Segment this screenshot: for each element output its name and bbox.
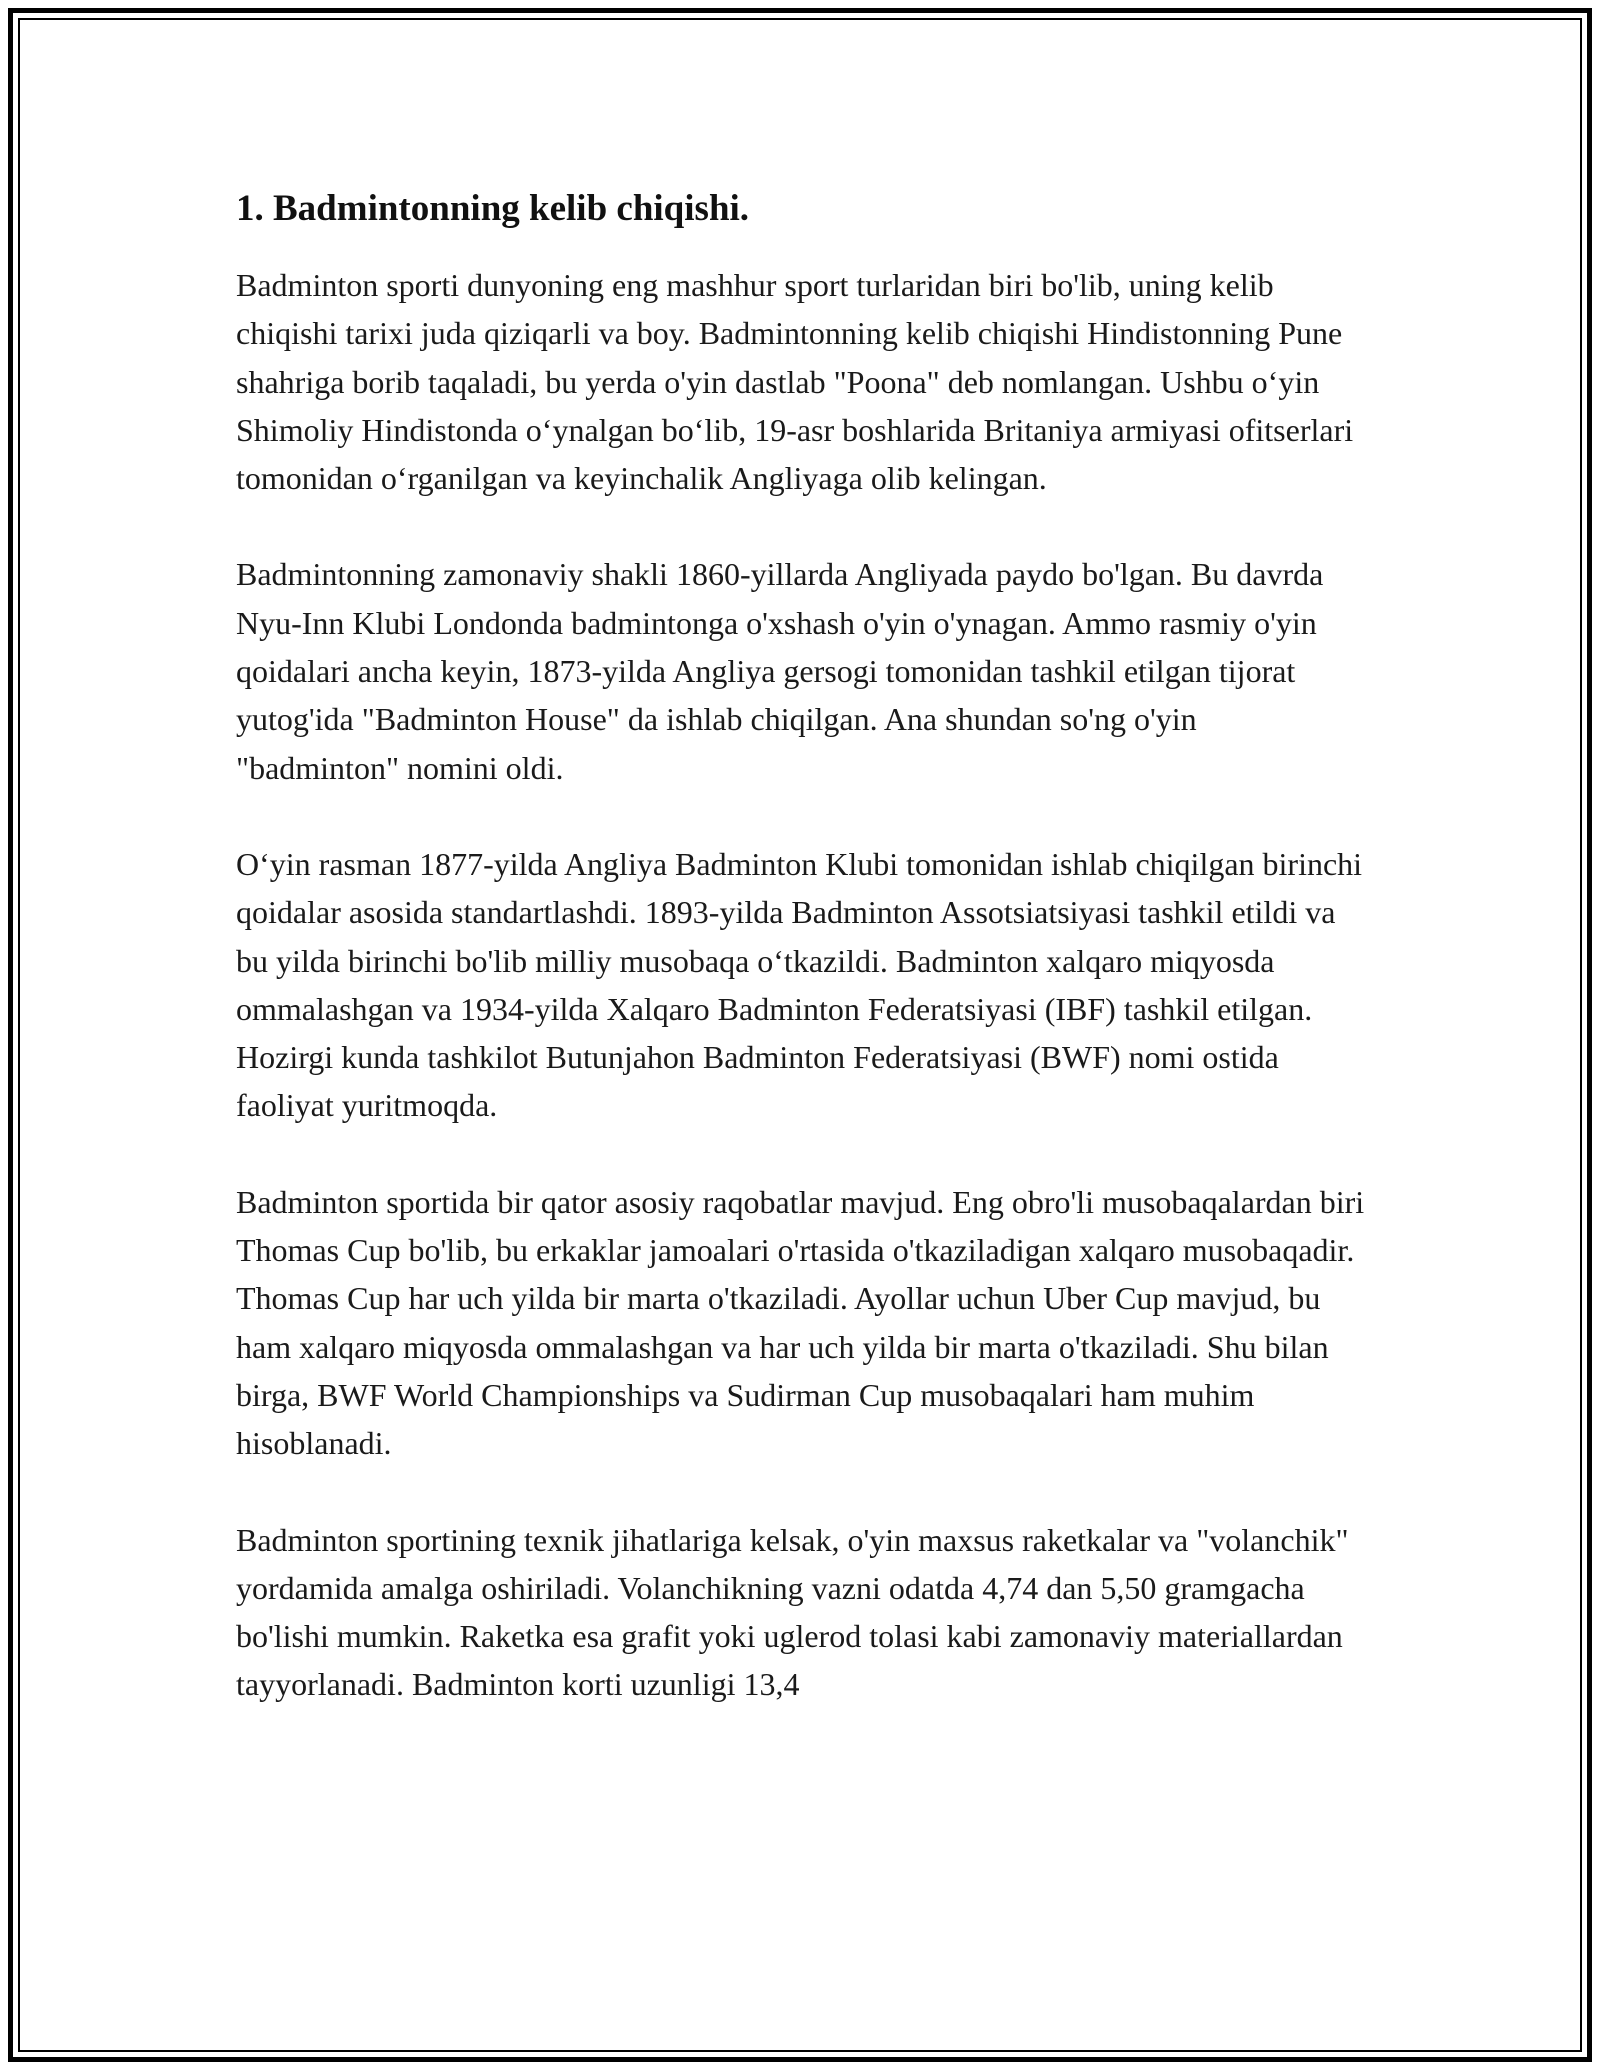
paragraph-standardization: O‘yin rasman 1877-yilda Angliya Badminton Klubi tomonidan ishlab chiqilgan birinchi qoidalar asosida standartlashdi. 1893-yilda Badminton Assotsiatsiyasi tashkil etildi va bu yilda birinchi bo'lib milliy musobaqa o‘tkazildi. Badminton xalqaro miqyosda ommalashgan va 1934-yilda Xalqaro Badminton Federatsiyasi (IBF) tashkil etilgan. Hozirgi kunda tashkilot Butunjahon Badminton Federatsiyasi (BWF) nomi ostida faoliyat yuritmoqda. bbox=[236, 845, 1363, 1124]
paragraph-technical: Badminton sportining texnik jihatlariga kelsak, o'yin maxsus raketkalar va "volanchik" yordamida amalga oshiriladi. Volanchikning vazni odatda 4,74 dan 5,50 gramgacha bo'lishi mumkin. Raketka esa grafit yoki uglerod tolasi kabi zamonaviy materiallardan tayyorlanadi. Badminton korti uzunligi 13,4 bbox=[236, 1521, 1349, 1703]
paragraph-modern-form: Badmintonning zamonaviy shakli 1860-yillarda Angliyada paydo bo'lgan. Bu davrda Nyu-Inn Klubi Londonda badmintonga o'xshash o'yin o'ynagan. Ammo rasmiy o'yin qoidalari ancha keyin, 1873-yilda Angliya gersogi tomonidan tashkil etilgan tijorat yutog'ida "Badminton House" da ishlab chiqilgan. Ana shundan so'ng o'yin "badminton" nomini oldi. bbox=[236, 556, 1324, 786]
paragraph-origin: Badminton sporti dunyoning eng mashhur sport turlaridan biri bo'lib, uning kelib chiqishi tarixi juda qiziqarli va boy. Badmintonning kelib chiqishi Hindistonning Pune shahriga borib taqaladi, bu yerda o'yin dastlab "Poona" deb nomlangan. Ushbu o‘yin Shimoliy Hindistonda o‘ynalgan bo‘lib, 19-asr boshlarida Britaniya armiyasi ofitserlari tomonidan o‘rganilgan va keyinchalik Angliyaga olib kelingan. bbox=[236, 267, 1354, 497]
section-heading: 1. Badmintonning kelib chiqishi. bbox=[236, 188, 750, 229]
document-body bbox=[236, 183, 1366, 1709]
paragraph-competitions: Badminton sportida bir qator asosiy raqobatlar mavjud. Eng obro'li musobaqalardan biri Thomas Cup bo'lib, bu erkaklar jamoalari o'rtasida o'tkaziladigan xalqaro musobaqadir. Thomas Cup har uch yilda bir marta o'tkaziladi. Ayollar uchun Uber Cup mavjud, bu ham xalqaro miqyosda ommalashgan va har uch yilda bir marta o'tkaziladi. Shu bilan birga, BWF World Championships va Sudirman Cup musobaqalari ham muhim hisoblanadi. bbox=[236, 1183, 1365, 1462]
